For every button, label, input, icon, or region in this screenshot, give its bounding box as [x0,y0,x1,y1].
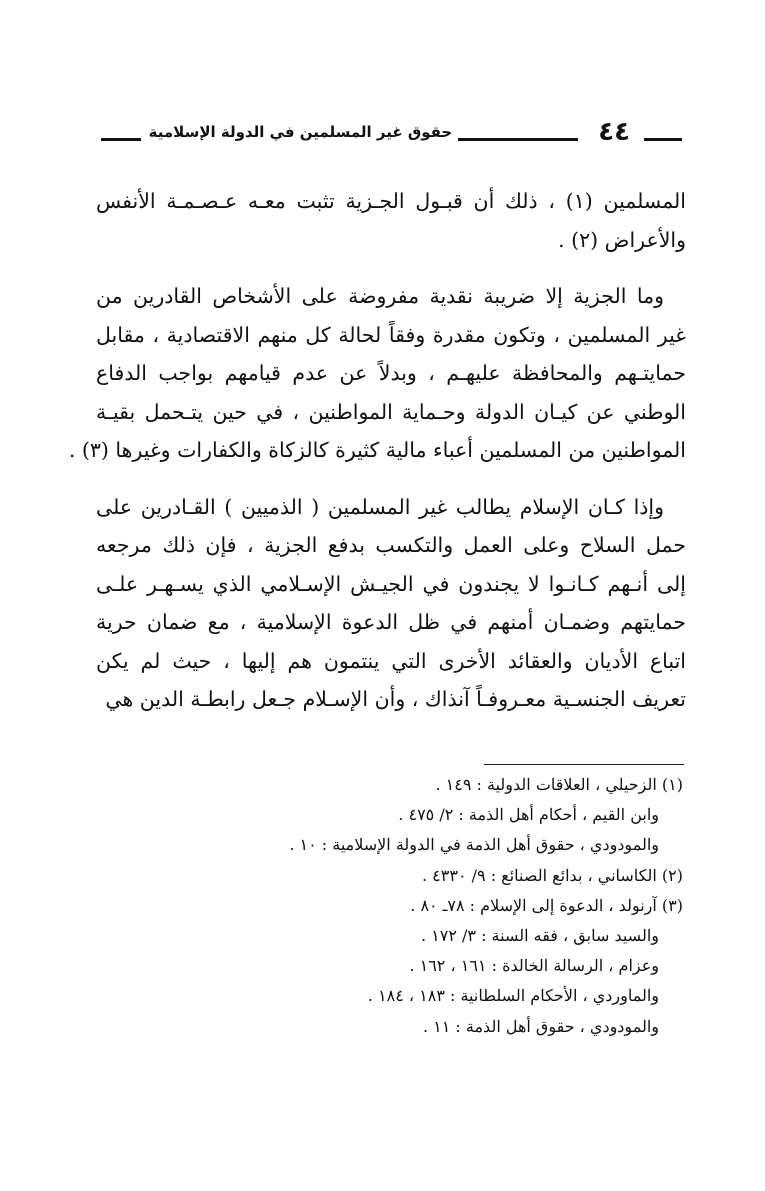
text-line: حمايتهم وضمـان أمنهم في ظل الدعوة الإسلامية ، مع ضمان حرية [96,610,686,634]
paragraph [96,182,686,259]
footnote-line: (٣) آرنولد ، الدعوة إلى الإسلام : ٧٨ـ ٨٠ . [410,895,683,915]
text-line: المواطنين من المسلمين أعباء مالية كثيرة كالزكاة والكفارات وغيرها (٣) . [68,438,686,462]
text-line: وإذا كـان الإسلام يطالب غير المسلمين ( الذميين ) القـادرين على [96,494,664,519]
footnote-line: (٢) الكاساني ، بدائع الصنائع : ٩/ ٤٣٣٠ . [421,865,683,885]
text-line: غير المسلمين ، وتكون مقدرة وفقاً لحالة كل منهم الاقتصادية ، مقابل [96,322,686,347]
running-header [82,112,682,152]
footnote-separator [484,764,684,765]
footnote-line: والمودودي ، حقوق أهل الذمة : ١١ . [422,1016,659,1036]
text-line: إلى أنـهم كـانـوا لا يجندون في الجيـش الإسـلامي الذي يسـهـر علـى [96,571,686,596]
footnote-line: والسيد سابق ، فقه السنة : ٣/ ١٧٢ . [420,926,659,946]
text-line: والأعراض (٢) . [558,227,686,252]
text-line: الوطني عن كيـان الدولة وحـماية المواطنين ، في حين يتـحمل بقيـة [96,399,686,424]
footnote-line: وابن القيم ، أحكام أهل الذمة : ٢/ ٤٧٥ . [398,805,659,825]
main-text [68,182,686,737]
text-line: حمايتـهم والمحافظة عليهـم ، وبدلاً عن عدم قيامهم بواجب الدفاع [96,361,686,385]
page-number: ٤٤ [598,117,630,147]
footnote-line: وعزام ، الرسالة الخالدة : ١٦١ ، ١٦٢ . [409,956,659,976]
footnote-line: والمودودي ، حقوق أهل الذمة في الدولة الإسلامية : ١٠ . [289,835,659,855]
text-line: المسلمين (١) ، ذلك أن قبـول الجـزية تثبت معـه عـصـمـة الأنفس [96,189,686,213]
text-line: تعريف الجنسـية معـروفـاً آنذاك ، وأن الإسـلام جـعل رابطـة الدين هي [105,687,686,711]
text-line: حمل السلاح وعلى العمل والتكسب بدفع الجزية ، فإن ذلك مرجعه [96,533,686,557]
text-line: وما الجزية إلا ضريبة نقدية مفروضة على الأشخاص القادرين من [96,284,664,308]
footnote-line: (١) الزحيلي ، العلاقات الدولية : ١٤٩ . [435,775,683,794]
header-rule-right [644,138,682,141]
text-line: اتباع الأديان والعقائد الأخرى التي ينتمون هم إليها ، حيث لم يكن [96,648,686,673]
paragraph [68,277,686,470]
footnotes [163,770,683,1042]
header-rule-left [101,138,141,141]
header-rule-middle [458,138,578,141]
footnote-line: والماوردي ، الأحكام السلطانية : ١٨٣ ، ١٨٤ . [367,986,659,1006]
running-title: حقوق غير المسلمين في الدولة الإسلامية [148,123,453,141]
paragraph [96,488,686,719]
